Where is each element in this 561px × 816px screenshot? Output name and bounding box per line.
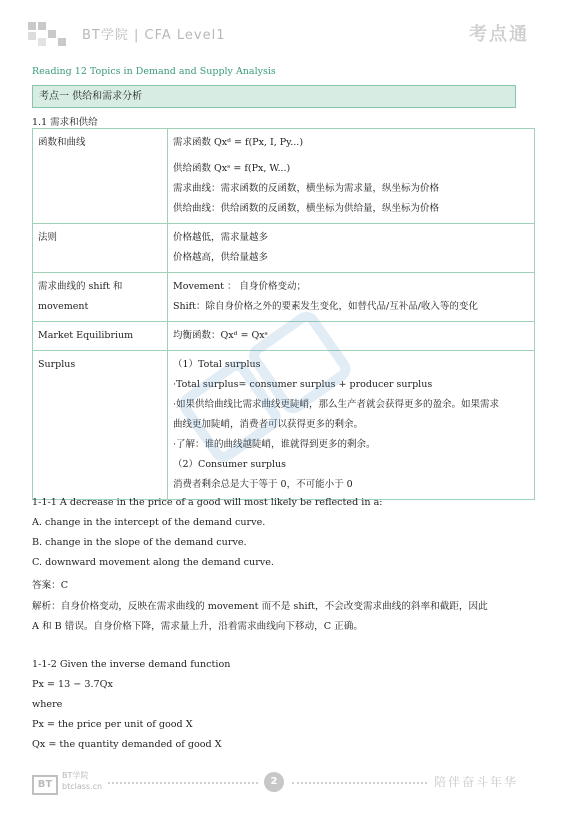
question-1-option-c: C. downward movement along the demand curve. — [32, 557, 274, 568]
row-label: Market Equilibrium — [33, 322, 168, 351]
concept-table — [32, 128, 535, 500]
question-1-explanation-line: A 和 B 错误。自身价格下降，需求量上升，沿着需求曲线向下移动，C 正确。 — [32, 621, 363, 632]
table-row — [33, 273, 535, 322]
question-2-line: Px = the price per unit of good X — [32, 719, 193, 730]
question-2-stem: 1-1-2 Given the inverse demand function — [32, 659, 231, 670]
footer-divider — [292, 782, 427, 784]
question-1-option-b: B. change in the slope of the demand curve. — [32, 537, 247, 548]
question-1-answer: 答案：C — [32, 580, 69, 591]
table-row — [33, 322, 535, 351]
row-content: （1）Total surplus ·Total surplus= consumer surplus + producer surplus ·如果供给曲线比需求曲线更陡峭，那么生产者就会获得更多的盈余。如果需求 曲线更加陡峭，消费者可以获得更多的剩余。 ·了解：谁的曲线越陡峭，谁就得到更多的剩余。 （2）Consumer surplus 消费者剩余总是大于等于 0，不可能小于 0 — [168, 351, 535, 500]
row-content: 价格越低，需求量越多 价格越高，供给量越多 — [168, 224, 535, 273]
question-2-line: Qx = the quantity demanded of good X — [32, 739, 222, 750]
table-row — [33, 351, 535, 500]
question-1-explanation-line: 解析：自身价格变动，反映在需求曲线的 movement 而不是 shift，不会改变需求曲线的斜率和截距，因此 — [32, 601, 488, 612]
table-row — [33, 129, 535, 224]
row-content: 需求函数 Qxᵈ = f(Px, I, Py...) 供给函数 Qxˢ = f(Px, W...) 需求曲线：需求函数的反函数，横坐标为需求量，纵坐标为价格 供给曲线：供给函数的反函数，横坐标为供给量，纵坐标为价格 — [168, 129, 535, 224]
table-row — [33, 224, 535, 273]
question-2-line: Px = 13 − 3.7Qx — [32, 679, 113, 690]
row-label: 法则 — [33, 224, 168, 273]
page-footer — [0, 768, 561, 808]
row-label: 需求曲线的 shift 和 movement — [33, 273, 168, 322]
row-label: 函数和曲线 — [33, 129, 168, 224]
row-content: Movement ： 自身价格变动； Shift：除自身价格之外的要素发生变化，如替代品/互补品/收入等的变化 — [168, 273, 535, 322]
header-brand: BT学院 | CFA Level1 — [82, 28, 226, 43]
footer-logo-icon: BT — [32, 772, 58, 795]
brand-logo-icon — [28, 22, 74, 46]
page-number: 2 — [264, 772, 284, 792]
question-1-stem: 1-1-1 A decrease in the price of a good will most likely be reflected in a: — [32, 497, 383, 508]
row-content: 均衡函数：Qxᵈ = Qxˢ — [168, 322, 535, 351]
reading-title: Reading 12 Topics in Demand and Supply Analysis — [32, 66, 276, 77]
footer-divider — [108, 782, 258, 784]
page-header — [0, 0, 561, 52]
footer-brand: BT学院 btclass.cn — [62, 771, 103, 791]
section-title: 考点一 供给和需求分析 — [32, 85, 516, 108]
subsection-title: 1.1 需求和供给 — [32, 117, 98, 128]
header-right-title: 考点通 — [469, 24, 529, 45]
row-label: Surplus — [33, 351, 168, 500]
footer-slogan: 陪伴奋斗年华 — [434, 775, 519, 789]
question-1-option-a: A. change in the intercept of the demand curve. — [32, 517, 266, 528]
question-2-line: where — [32, 699, 63, 710]
